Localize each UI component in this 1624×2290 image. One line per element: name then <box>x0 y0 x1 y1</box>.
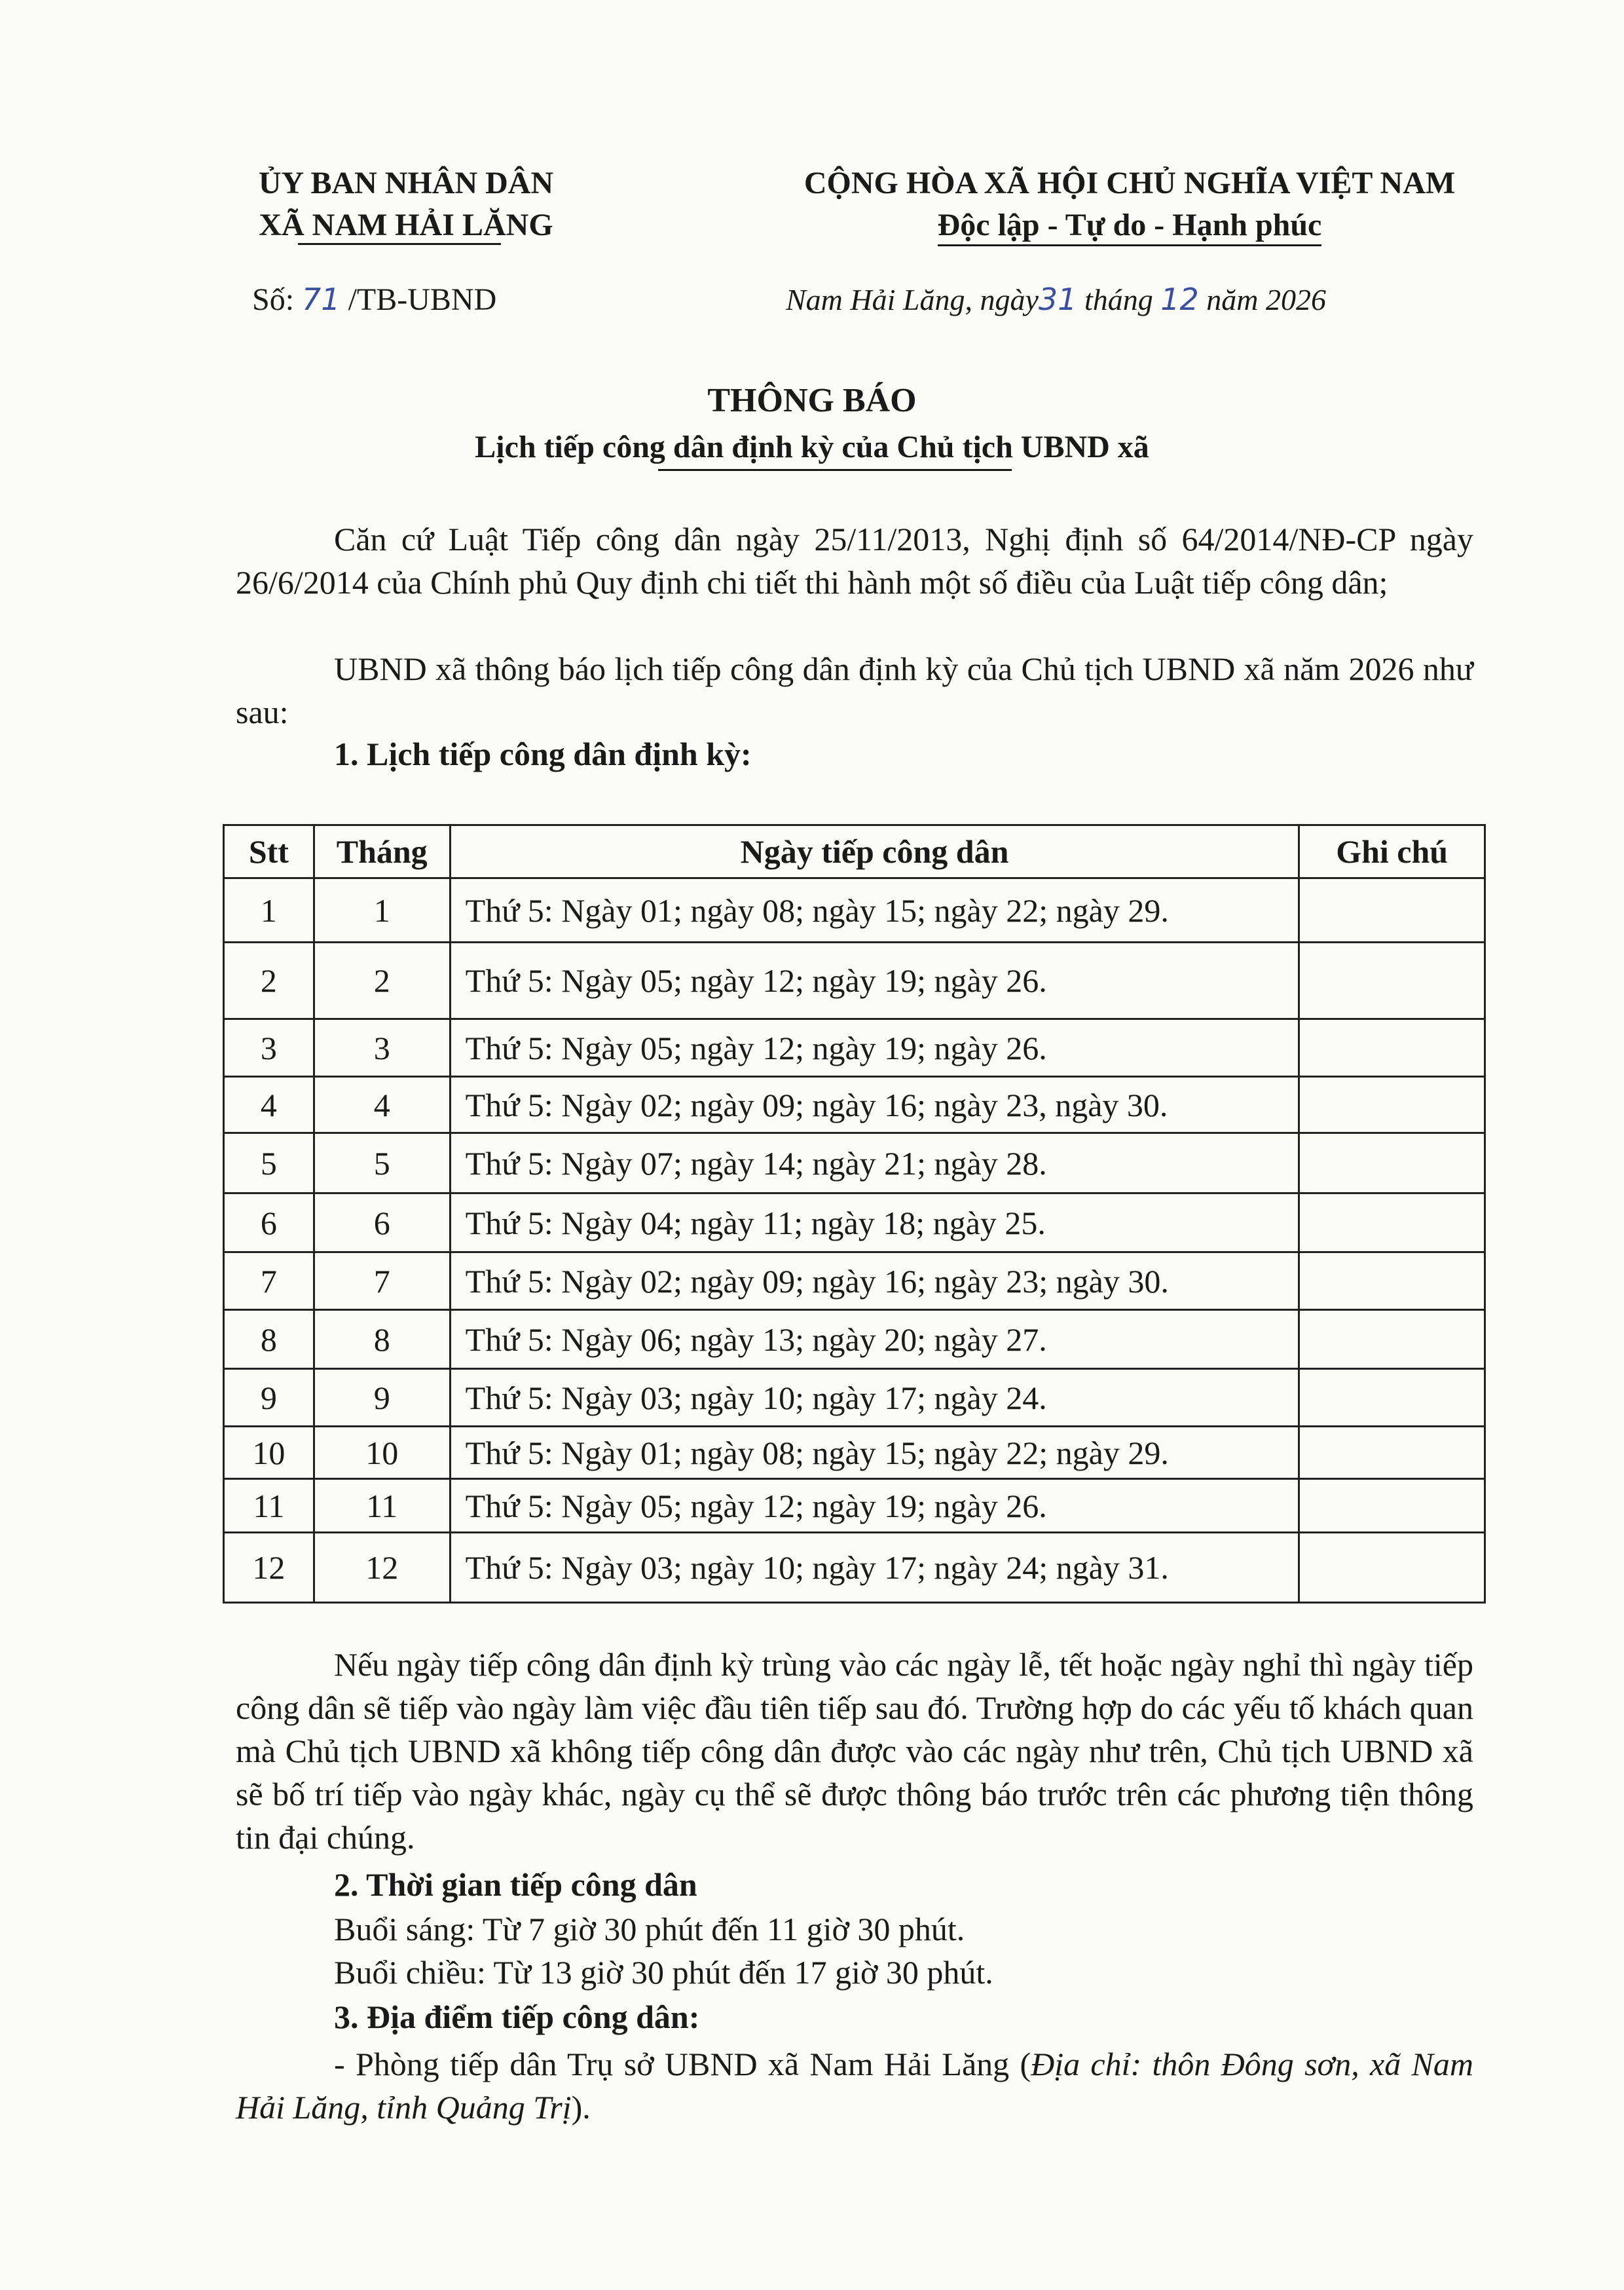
agency-line1: ỦY BAN NHÂN DÂN <box>258 166 554 200</box>
cell-days: Thứ 5: Ngày 01; ngày 08; ngày 15; ngày 22; ngày 29. <box>450 1427 1299 1479</box>
cell-stt: 2 <box>224 943 314 1019</box>
col-header-month: Tháng <box>314 825 450 878</box>
cell-month: 6 <box>314 1193 450 1252</box>
section-1-heading: 1. Lịch tiếp công dân định kỳ: <box>334 736 752 772</box>
date-month-handwritten: 12 <box>1160 282 1199 317</box>
subtitle-underline <box>658 469 1012 471</box>
cell-days: Thứ 5: Ngày 05; ngày 12; ngày 19; ngày 26. <box>450 1019 1299 1077</box>
table-header-row <box>224 825 1485 878</box>
date-place: Nam Hải Lăng, ngày <box>786 283 1039 316</box>
cell-note <box>1299 1310 1485 1369</box>
nation-motto: Độc lập - Tự do - Hạnh phúc <box>938 204 1322 246</box>
so-prefix: Số: <box>252 282 295 317</box>
location-suffix: ). <box>571 2089 591 2126</box>
cell-days: Thứ 5: Ngày 05; ngày 12; ngày 19; ngày 26. <box>450 1479 1299 1533</box>
cell-note <box>1299 878 1485 943</box>
cell-month: 2 <box>314 943 450 1019</box>
subtitle-text: Lịch tiếp công dân định kỳ của Chủ tịch UBND xã <box>475 430 1149 464</box>
cell-stt: 5 <box>224 1133 314 1193</box>
cell-stt: 11 <box>224 1479 314 1533</box>
table-row <box>224 1133 1485 1193</box>
cell-month: 11 <box>314 1479 450 1533</box>
so-suffix: /TB-UBND <box>348 282 497 317</box>
morning-hours: Buổi sáng: Từ 7 giờ 30 phút đến 11 giờ 30 phút. <box>334 1911 965 1947</box>
table-row <box>224 1479 1485 1533</box>
cell-stt: 1 <box>224 878 314 943</box>
cell-month: 5 <box>314 1133 450 1193</box>
page-title: THÔNG BÁO <box>707 382 917 419</box>
cell-note <box>1299 1369 1485 1427</box>
cell-stt: 10 <box>224 1427 314 1479</box>
cell-month: 7 <box>314 1252 450 1310</box>
cell-note <box>1299 1019 1485 1077</box>
cell-month: 3 <box>314 1019 450 1077</box>
table-row <box>224 878 1485 943</box>
afternoon-hours: Buổi chiều: Từ 13 giờ 30 phút đến 17 giờ 30 phút. <box>334 1954 993 1991</box>
cell-days: Thứ 5: Ngày 03; ngày 10; ngày 17; ngày 24. <box>450 1369 1299 1427</box>
cell-stt: 8 <box>224 1310 314 1369</box>
agency-line2: XÃ NAM HẢI LĂNG <box>259 204 553 246</box>
location-paragraph <box>236 2042 1473 2129</box>
cell-note <box>1299 1252 1485 1310</box>
cell-stt: 6 <box>224 1193 314 1252</box>
cell-days: Thứ 5: Ngày 02; ngày 09; ngày 16; ngày 23, ngày 30. <box>450 1077 1299 1133</box>
date-month-label: tháng <box>1084 283 1153 316</box>
cell-stt: 4 <box>224 1077 314 1133</box>
date-year: năm 2026 <box>1206 283 1327 316</box>
cell-stt: 9 <box>224 1369 314 1427</box>
section-2-heading: 2. Thời gian tiếp công dân <box>334 1866 697 1903</box>
table-row <box>224 1252 1485 1310</box>
table-row <box>224 1427 1485 1479</box>
table-row <box>224 943 1485 1019</box>
cell-days: Thứ 5: Ngày 06; ngày 13; ngày 20; ngày 27. <box>450 1310 1299 1369</box>
cell-month: 8 <box>314 1310 450 1369</box>
agency-header <box>216 162 596 246</box>
table-row <box>224 1310 1485 1369</box>
cell-stt: 3 <box>224 1019 314 1077</box>
schedule-table <box>223 824 1486 1604</box>
cell-stt: 12 <box>224 1533 314 1603</box>
cell-note <box>1299 1133 1485 1193</box>
cell-note <box>1299 1533 1485 1603</box>
cell-days: Thứ 5: Ngày 05; ngày 12; ngày 19; ngày 26. <box>450 943 1299 1019</box>
cell-month: 9 <box>314 1369 450 1427</box>
table-row <box>224 1193 1485 1252</box>
cell-days: Thứ 5: Ngày 07; ngày 14; ngày 21; ngày 28. <box>450 1133 1299 1193</box>
cell-month: 1 <box>314 878 450 943</box>
holiday-note-paragraph: Nếu ngày tiếp công dân định kỳ trùng vào các ngày lễ, tết hoặc ngày nghỉ thì ngày tiếp công dân sẽ tiếp vào ngày làm việc đầu tiên tiếp sau đó. Trường hợp do các yếu tố khách quan mà Chủ tịch UBND xã không tiếp công dân được vào các ngày như trên, Chủ tịch UBND xã sẽ bố trí tiếp vào ngày khác, ngày cụ thể sẽ được thông báo trước trên các phương tiện thông tin đại chúng. <box>236 1646 1473 1856</box>
cell-days: Thứ 5: Ngày 01; ngày 08; ngày 15; ngày 22; ngày 29. <box>450 878 1299 943</box>
cell-stt: 7 <box>224 1252 314 1310</box>
table-row <box>224 1019 1485 1077</box>
cell-days: Thứ 5: Ngày 03; ngày 10; ngày 17; ngày 24; ngày 31. <box>450 1533 1299 1603</box>
cell-note <box>1299 1479 1485 1533</box>
table-row <box>224 1369 1485 1427</box>
location-prefix: - Phòng tiếp dân Trụ sở UBND xã Nam Hải Lăng ( <box>334 2046 1031 2082</box>
intro-paragraph-legal-basis: Căn cứ Luật Tiếp công dân ngày 25/11/2013, Nghị định số 64/2014/NĐ-CP ngày 26/6/2014 của Chính phủ Quy định chi tiết thi hành một số điều của Luật tiếp công dân; <box>236 521 1473 601</box>
cell-note <box>1299 1077 1485 1133</box>
col-header-note: Ghi chú <box>1299 825 1485 878</box>
document-date <box>786 282 1326 317</box>
table-row <box>224 1077 1485 1133</box>
nation-line1: CỘNG HÒA XÃ HỘI CHỦ NGHĨA VIỆT NAM <box>803 166 1456 200</box>
table-row <box>224 1533 1485 1603</box>
so-number-handwritten: 71 <box>302 282 341 317</box>
col-header-days: Ngày tiếp công dân <box>450 825 1299 878</box>
section-3-heading: 3. Địa điểm tiếp công dân: <box>334 1999 700 2035</box>
nation-header <box>710 162 1549 246</box>
intro-paragraph-announcement: UBND xã thông báo lịch tiếp công dân định kỳ của Chủ tịch UBND xã năm 2026 như sau: <box>236 650 1473 730</box>
cell-note <box>1299 1427 1485 1479</box>
cell-month: 12 <box>314 1533 450 1603</box>
document-number <box>252 282 496 318</box>
page-subtitle <box>0 429 1624 465</box>
date-day-handwritten: 31 <box>1038 282 1077 317</box>
cell-month: 4 <box>314 1077 450 1133</box>
col-header-stt: Stt <box>224 825 314 878</box>
cell-days: Thứ 5: Ngày 02; ngày 09; ngày 16; ngày 23; ngày 30. <box>450 1252 1299 1310</box>
cell-days: Thứ 5: Ngày 04; ngày 11; ngày 18; ngày 25. <box>450 1193 1299 1252</box>
location-address: Địa chỉ: thôn Đông sơn, xã Nam Hải Lăng, tỉnh Quảng Trị <box>236 2046 1473 2126</box>
cell-month: 10 <box>314 1427 450 1479</box>
cell-note <box>1299 1193 1485 1252</box>
cell-note <box>1299 943 1485 1019</box>
